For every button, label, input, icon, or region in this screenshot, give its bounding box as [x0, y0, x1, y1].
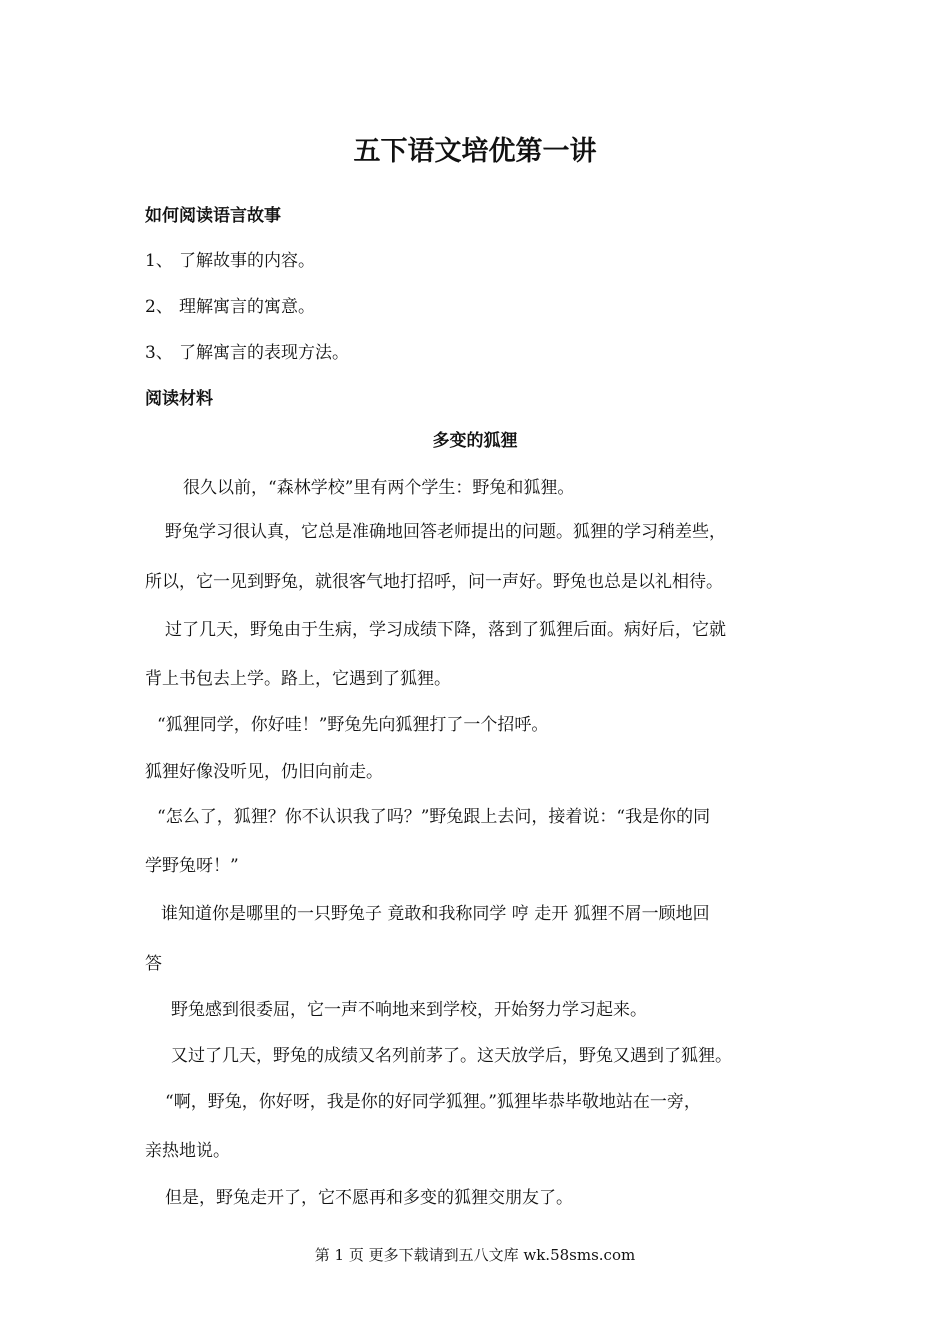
story-line: 狐狸好像没听见，仍旧向前走。: [145, 762, 383, 782]
story-line: 但是，野兔走开了，它不愿再和多变的狐狸交朋友了。: [165, 1188, 573, 1208]
list-item-text: 了解寓言的表现方法。: [179, 343, 349, 363]
story-line: 学野兔呀！”: [145, 856, 239, 876]
list-item-number: 2、: [145, 297, 173, 317]
story-line: 亲热地说。: [145, 1141, 230, 1161]
story-title: 多变的狐狸: [432, 431, 518, 451]
story-line: 背上书包去上学。路上，它遇到了狐狸。: [145, 669, 451, 689]
section-heading-reading-material: 阅读材料: [145, 389, 213, 409]
section-heading-reading-method: 如何阅读语言故事: [145, 206, 281, 226]
story-line: “狐狸同学，你好哇！”野兔先向狐狸打了一个招呼。: [157, 715, 549, 735]
list-item-number: 3、: [145, 343, 173, 363]
story-line: 所以，它一见到野兔，就很客气地打招呼，问一声好。野兔也总是以礼相待。: [145, 572, 723, 592]
story-line: 过了几天，野兔由于生病，学习成绩下降，落到了狐狸后面。病好后，它就: [165, 620, 726, 640]
story-line: 答: [145, 954, 162, 974]
page-footer: 第 1 页 更多下载请到五八文库 wk.58sms.com: [314, 1246, 636, 1264]
list-item-text: 了解故事的内容。: [179, 251, 315, 271]
story-line: 野兔学习很认真，它总是准确地回答老师提出的问题。狐狸的学习稍差些，: [165, 522, 726, 542]
story-line: “啊，野兔，你好呀，我是你的好同学狐狸。”狐狸毕恭毕敬地站在一旁，: [165, 1092, 701, 1112]
list-item-text: 理解寓言的寓意。: [179, 297, 315, 317]
story-line: 很久以前，“森林学校”里有两个学生：野兔和狐狸。: [183, 478, 575, 498]
story-line: 谁知道你是哪里的一只野兔子 竟敢和我称同学 哼 走开 狐狸不屑一顾地回: [161, 904, 710, 924]
list-item-number: 1、: [145, 251, 173, 271]
story-line: 野兔感到很委屈，它一声不响地来到学校，开始努力学习起来。: [171, 1000, 647, 1020]
page-title: 五下语文培优第一讲: [353, 136, 597, 167]
list-item: [145, 342, 349, 364]
list-item: [145, 296, 315, 318]
list-item: [145, 250, 315, 272]
story-line: 又过了几天，野兔的成绩又名列前茅了。这天放学后，野兔又遇到了狐狸。: [171, 1046, 732, 1066]
story-line: “怎么了，狐狸？你不认识我了吗？”野兔跟上去问，接着说：“我是你的同: [157, 807, 711, 827]
